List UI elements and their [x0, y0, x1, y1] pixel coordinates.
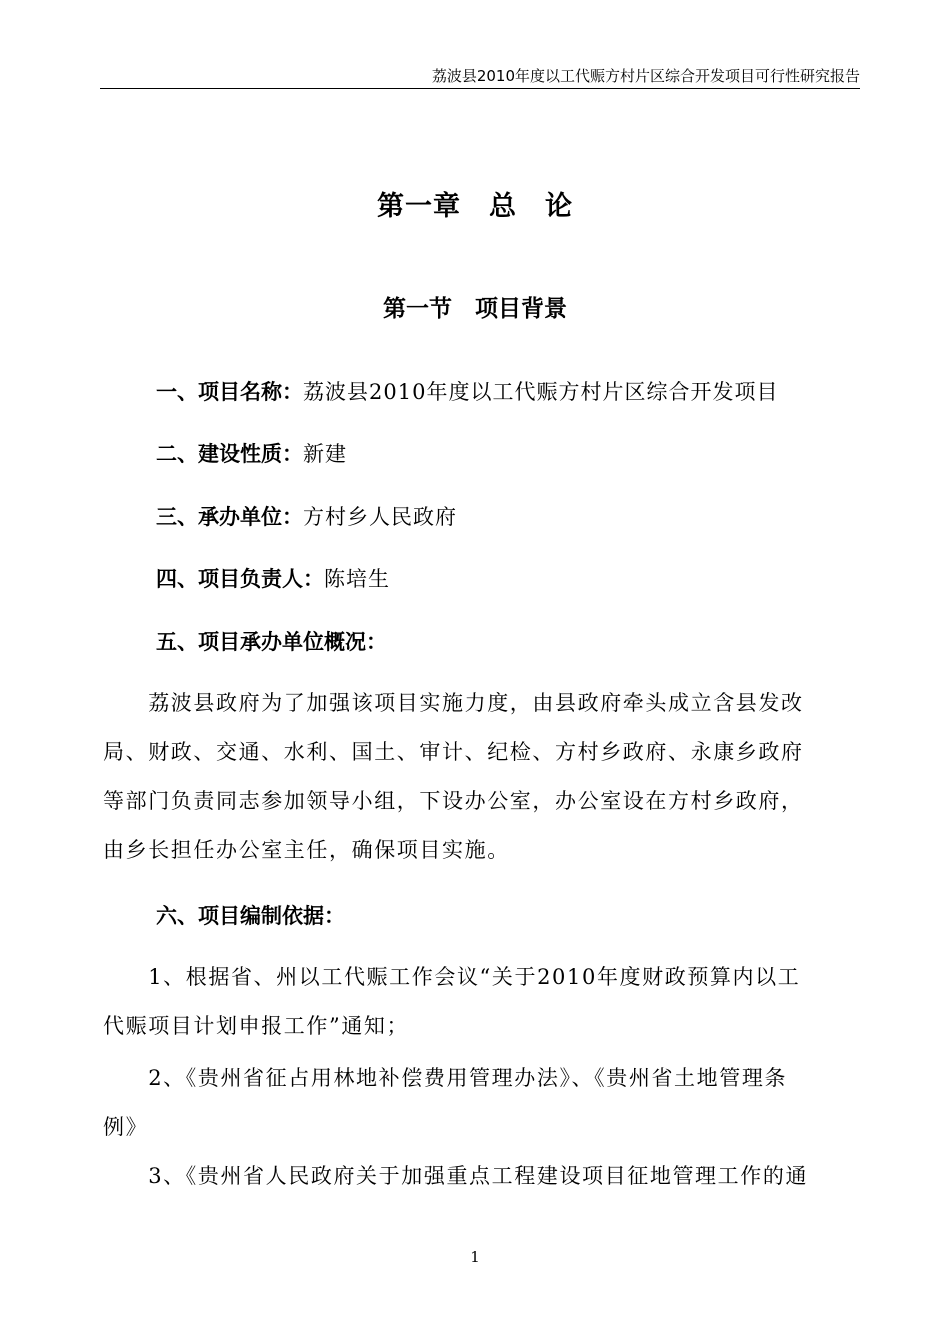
running-header: 荔波县2010年度以工代赈方村片区综合开发项目可行性研究报告 — [100, 66, 860, 89]
item-construction-nature — [156, 440, 347, 468]
paragraph-line: 例》 — [103, 1115, 149, 1139]
chapter-title: 第一章 总 论 — [377, 191, 573, 222]
item-value: 方村乡人民政府 — [303, 505, 457, 529]
paragraph-line: 代赈项目计划申报工作”通知； — [103, 1014, 410, 1038]
paragraph-line: 等部门负责同志参加领导小组，下设办公室，办公室设在方村乡政府， — [103, 789, 804, 813]
paragraph-line: 2、《贵州省征占用林地补偿费用管理办法》、《贵州省土地管理条 — [103, 1066, 788, 1090]
item-organizer-overview — [156, 628, 387, 656]
basis-heading — [156, 902, 345, 930]
basis-item-3 — [103, 1162, 859, 1211]
item-project-name — [156, 378, 778, 406]
item-label: 二、建设性质： — [156, 442, 303, 466]
paragraph-line: 1、根据省、州以工代赈工作会议“关于2010年度财政预算内以工 — [103, 965, 801, 989]
item-value: 新建 — [303, 442, 347, 466]
basis-item-2 — [103, 1064, 859, 1162]
paragraph-line: 3、《贵州省人民政府关于加强重点工程建设项目征地管理工作的通 — [103, 1164, 809, 1188]
paragraph-line: 荔波县政府为了加强该项目实施力度，由县政府牵头成立含县发改 — [103, 691, 804, 715]
paragraph-line: 由乡长担任办公室主任，确保项目实施。 — [103, 838, 510, 862]
paragraph-line: 局、财政、交通、水利、国土、审计、纪检、方村乡政府、永康乡政府 — [103, 740, 804, 764]
item-label: 五、项目承办单位概况： — [156, 630, 387, 654]
overview-paragraph — [103, 689, 859, 885]
item-label: 一、项目名称： — [156, 380, 303, 404]
item-project-leader — [156, 565, 390, 593]
basis-item-1 — [103, 963, 859, 1061]
item-label: 六、项目编制依据： — [156, 904, 345, 928]
item-value: 陈培生 — [324, 567, 390, 591]
item-value: 荔波县2010年度以工代赈方村片区综合开发项目 — [303, 380, 779, 404]
section-title: 第一节 项目背景 — [383, 296, 567, 322]
page-number: 1 — [470, 1248, 480, 1266]
item-organizer — [156, 503, 457, 531]
item-label: 三、承办单位： — [156, 505, 303, 529]
item-label: 四、项目负责人： — [156, 567, 324, 591]
